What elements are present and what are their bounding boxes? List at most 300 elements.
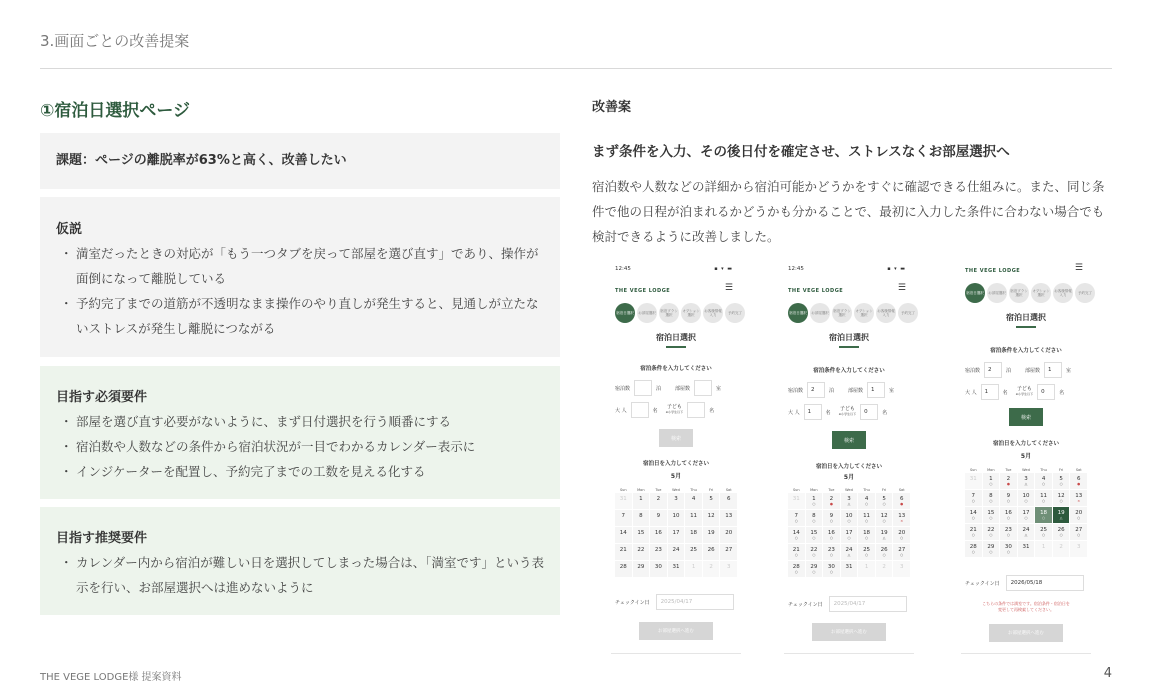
date-label: 宿泊日を入力してください xyxy=(992,441,1059,447)
calendar-day: 2 xyxy=(703,561,720,577)
calendar-day[interactable]: 9 xyxy=(650,510,667,526)
calendar-day[interactable]: 7 xyxy=(615,510,632,526)
calendar-day[interactable]: 13 xyxy=(720,510,737,526)
guests-row xyxy=(965,384,1064,400)
calendar-day[interactable]: 28 xyxy=(615,561,632,577)
proposal-headline: まず条件を入力、その後日付を確定させ、ストレスなくお部屋選択へ xyxy=(592,144,1010,160)
calendar-day[interactable]: 24 △ xyxy=(841,544,858,560)
calendar-day[interactable]: 21 ○ xyxy=(965,524,982,540)
step-dot: オプション選択 xyxy=(681,303,701,323)
step-dot: 宿泊プラン選択 xyxy=(832,303,852,323)
children-input[interactable]: 0 xyxy=(1037,384,1055,400)
nights-label: 宿泊数 xyxy=(965,367,981,374)
weekday-label: Sun xyxy=(792,488,800,492)
nights-unit: 泊 xyxy=(656,385,662,392)
recommended-box xyxy=(40,507,560,615)
calendar-day[interactable]: 17 xyxy=(668,527,685,543)
availability-mark: ○ xyxy=(1059,533,1063,537)
availability-mark: △ xyxy=(1024,533,1028,537)
calendar-day[interactable]: 19 △ xyxy=(1053,507,1070,523)
calendar-day[interactable]: 2 ● xyxy=(1000,473,1017,489)
calendar-day: 3 xyxy=(1070,541,1087,557)
search-button[interactable]: 検索 xyxy=(659,429,693,447)
step-dot: 宿泊日選択 xyxy=(965,283,985,303)
calendar-day[interactable]: 9 ○ xyxy=(823,510,840,526)
adults-unit: 名 xyxy=(1002,389,1008,396)
calendar-day[interactable]: 27 ○ xyxy=(893,544,910,560)
calendar-day[interactable]: 16 ○ xyxy=(823,527,840,543)
calendar-day[interactable]: 3 △ xyxy=(1018,473,1035,489)
calendar-day[interactable]: 27 ○ xyxy=(1070,524,1087,540)
calendar-day[interactable]: 18 xyxy=(685,527,702,543)
calendar-day[interactable]: 1 xyxy=(633,493,650,509)
availability-mark: ○ xyxy=(794,519,798,523)
calendar-month: 5月 xyxy=(1020,453,1032,460)
availability-mark: ○ xyxy=(847,536,851,540)
calendar-day[interactable]: 26 ○ xyxy=(1053,524,1070,540)
calendar-day[interactable]: 17 ○ xyxy=(1018,507,1035,523)
calendar-day[interactable]: 12 ○ xyxy=(1053,490,1070,506)
children-label: 子ども ※小学生以下 xyxy=(665,404,684,414)
adults-label: 大 人 xyxy=(615,407,627,414)
step-indicator xyxy=(965,283,1095,303)
weekday-label: Sun xyxy=(619,488,627,492)
calendar-day[interactable]: 10 ○ xyxy=(841,510,858,526)
rooms-unit: 室 xyxy=(716,385,722,392)
step-dot: 予約完了 xyxy=(898,303,918,323)
hypothesis-item: ・ 予約完了までの道筋が不透明なまま操作のやり直しが発生すると、見通しが立たないストレスが発生し離脱につながる xyxy=(56,291,544,341)
availability-mark: ○ xyxy=(900,553,904,557)
children-input[interactable]: 0 xyxy=(860,404,878,420)
weekday-label: Thu xyxy=(863,488,870,492)
availability-mark: ○ xyxy=(1006,533,1010,537)
phone-page-title: 宿泊日選択 xyxy=(1006,313,1046,322)
rooms-label: 部屋数 xyxy=(675,385,691,392)
calendar-day: 31 xyxy=(788,493,805,509)
rooms-input[interactable]: 1 xyxy=(867,382,885,398)
availability-mark: ● xyxy=(1006,482,1010,486)
availability-mark: ○ xyxy=(1042,482,1046,486)
calendar-day[interactable]: 7 ○ xyxy=(788,510,805,526)
phone-bottom-edge xyxy=(961,653,1091,654)
condition-label: 宿泊条件を入力してください xyxy=(990,348,1062,354)
weekday-label: Tue xyxy=(828,488,835,492)
calendar-month: 5月 xyxy=(670,473,682,480)
required-item: ・ 宿泊数や人数などの条件から宿泊状況が一目でわかるカレンダー表示に xyxy=(56,434,544,459)
calendar-day: 1 xyxy=(685,561,702,577)
availability-mark: × xyxy=(1077,499,1081,503)
availability-mark: ○ xyxy=(812,519,816,523)
weekday-label: Wed xyxy=(845,488,853,492)
availability-mark: ○ xyxy=(1006,550,1010,554)
nights-rooms-row xyxy=(615,380,721,396)
calendar-day[interactable]: 4 ○ xyxy=(1035,473,1052,489)
availability-mark: ○ xyxy=(1006,516,1010,520)
calendar-day[interactable]: 10 ○ xyxy=(1018,490,1035,506)
checkin-label: チェックイン日 xyxy=(788,601,823,608)
calendar-month: 5月 xyxy=(843,474,855,481)
weekday-label: Thu xyxy=(1040,468,1047,472)
phone-mockup-initial xyxy=(611,262,741,654)
calendar-day[interactable]: 13 × xyxy=(1070,490,1087,506)
availability-mark: ○ xyxy=(865,519,869,523)
weekday-label: Mon xyxy=(637,488,645,492)
calendar-day[interactable]: 11 ○ xyxy=(1035,490,1052,506)
calendar-day[interactable]: 14 xyxy=(615,527,632,543)
calendar-day[interactable]: 15 xyxy=(633,527,650,543)
calendar-day[interactable]: 19 △ xyxy=(876,527,893,543)
adults-input[interactable] xyxy=(631,402,649,418)
calendar-day[interactable]: 20 xyxy=(720,527,737,543)
required-box xyxy=(40,366,560,499)
calendar-day[interactable]: 20 ○ xyxy=(893,527,910,543)
calendar-day[interactable]: 10 xyxy=(668,510,685,526)
proposal-body: 宿泊数や人数などの詳細から宿泊可能かどうかをすぐに確認できる仕組みに。また、同じ条件で他の日程が泊まれるかどうかも分かることで、最初に入力した条件に合わない場合でも検討できるように改善しました。 xyxy=(592,179,1105,244)
adults-input[interactable]: 1 xyxy=(804,404,822,420)
calendar-day[interactable]: 23 ○ xyxy=(1000,524,1017,540)
nights-input[interactable] xyxy=(634,380,652,396)
availability-mark: ○ xyxy=(989,550,993,554)
guests-row xyxy=(615,402,714,418)
calendar-day[interactable]: 13 × xyxy=(893,510,910,526)
availability-mark: ○ xyxy=(1059,499,1063,503)
availability-mark: ○ xyxy=(865,553,869,557)
step-dot: お客様情報入力 xyxy=(876,303,896,323)
step-dot: お部屋選択 xyxy=(987,283,1007,303)
rooms-unit: 室 xyxy=(1066,367,1072,374)
calendar-day[interactable]: 8 ○ xyxy=(806,510,823,526)
availability-mark: ○ xyxy=(989,482,993,486)
nights-input[interactable]: 2 xyxy=(984,362,1002,378)
search-button[interactable]: 検索 xyxy=(1009,408,1043,426)
issue-box xyxy=(40,133,560,189)
calendar-day[interactable]: 12 xyxy=(703,510,720,526)
calendar-day[interactable]: 8 xyxy=(633,510,650,526)
availability-mark: ○ xyxy=(794,570,798,574)
availability-mark: ○ xyxy=(882,519,886,523)
title-underline xyxy=(839,346,859,348)
left-column xyxy=(40,96,560,595)
phone-mockup-conditions xyxy=(784,262,914,654)
calendar-day[interactable]: 15 ○ xyxy=(806,527,823,543)
weekday-label: Sat xyxy=(1075,468,1082,472)
step-indicator xyxy=(788,303,918,323)
section-heading: ①宿泊日選択ページ xyxy=(40,101,191,121)
calendar-day[interactable]: 5 xyxy=(703,493,720,509)
nights-rooms-row xyxy=(965,362,1071,378)
calendar-day[interactable]: 4 ○ xyxy=(858,493,875,509)
calendar-day[interactable]: 2 ● xyxy=(823,493,840,509)
adults-unit: 名 xyxy=(825,409,831,416)
proceed-room-button[interactable]: お部屋選択へ進む xyxy=(989,624,1063,642)
rooms-input[interactable] xyxy=(694,380,712,396)
calendar-day[interactable]: 6 xyxy=(720,493,737,509)
calendar-day[interactable]: 12 ○ xyxy=(876,510,893,526)
required-title: 目指す必須要件 xyxy=(56,390,148,405)
weekday-label: Fri xyxy=(1059,468,1064,472)
recommended-item: ・ カレンダー内から宿泊が難しい日を選択してしまった場合は、「満室です」という表示を行い、お部屋選択へは進めないように xyxy=(56,550,544,600)
calendar-day[interactable]: 11 xyxy=(685,510,702,526)
availability-mark: ○ xyxy=(989,516,993,520)
adults-label: 大 人 xyxy=(965,389,977,396)
availability-mark: ○ xyxy=(829,553,833,557)
calendar-day: 31 xyxy=(965,473,982,489)
phone-bottom-edge xyxy=(784,653,914,654)
availability-mark: ○ xyxy=(989,499,993,503)
required-item: ・ 部屋を選び直す必要がないように、まず日付選択を行う順番にする xyxy=(56,409,544,434)
step-dot: 予約完了 xyxy=(725,303,745,323)
calendar-day[interactable]: 28 ○ xyxy=(788,561,805,577)
availability-mark: ○ xyxy=(812,570,816,574)
calendar-grid xyxy=(615,488,737,577)
calendar-day[interactable]: 30 ○ xyxy=(823,561,840,577)
phone-page-title: 宿泊日選択 xyxy=(829,333,869,342)
availability-mark: △ xyxy=(882,536,886,540)
calendar-day[interactable]: 29 ○ xyxy=(983,541,1000,557)
guests-row xyxy=(788,404,887,420)
condition-label: 宿泊条件を入力してください xyxy=(813,368,885,374)
children-unit: 名 xyxy=(1059,389,1065,396)
checkin-label: チェックイン日 xyxy=(615,599,650,606)
availability-mark: ○ xyxy=(829,536,833,540)
calendar-day[interactable]: 6 ● xyxy=(1070,473,1087,489)
availability-mark: △ xyxy=(847,553,851,557)
children-label: 子ども ※小学生以下 xyxy=(838,406,857,416)
availability-mark: ○ xyxy=(1042,533,1046,537)
nights-unit: 泊 xyxy=(1006,367,1012,374)
weekday-label: Mon xyxy=(810,488,818,492)
calendar-day[interactable]: 15 ○ xyxy=(983,507,1000,523)
status-time: 12:45 xyxy=(615,266,631,272)
checkin-row xyxy=(615,594,734,610)
availability-mark: ○ xyxy=(829,570,833,574)
availability-mark: ○ xyxy=(794,553,798,557)
hypothesis-box xyxy=(40,197,560,357)
availability-mark: ○ xyxy=(971,499,975,503)
checkin-input[interactable]: 2025/04/17 xyxy=(656,594,734,610)
calendar-day[interactable]: 19 xyxy=(703,527,720,543)
hamburger-menu-icon[interactable]: ☰ xyxy=(1074,263,1083,273)
recommended-title: 目指す推奨要件 xyxy=(56,531,148,546)
calendar-day[interactable]: 25 xyxy=(685,544,702,560)
calendar-day[interactable]: 26 xyxy=(703,544,720,560)
calendar-day[interactable]: 29 xyxy=(633,561,650,577)
calendar-day[interactable]: 22 xyxy=(633,544,650,560)
weekday-label: Sat xyxy=(898,488,905,492)
checkin-row xyxy=(788,596,907,612)
calendar-day[interactable]: 24 △ xyxy=(1018,524,1035,540)
calendar-day: 2 xyxy=(1053,541,1070,557)
calendar-day[interactable]: 31 xyxy=(668,561,685,577)
step-dot: お部屋選択 xyxy=(637,303,657,323)
availability-mark: ○ xyxy=(989,533,993,537)
title-underline xyxy=(1016,326,1036,328)
calendar-day[interactable]: 14 ○ xyxy=(965,507,982,523)
availability-mark: ○ xyxy=(812,553,816,557)
date-label: 宿泊日を入力してください xyxy=(815,464,882,470)
availability-mark: ● xyxy=(1077,482,1081,486)
proceed-room-button[interactable]: お部屋選択へ進む xyxy=(639,622,713,640)
step-dot: 宿泊日選択 xyxy=(788,303,808,323)
weekday-label: Wed xyxy=(672,488,680,492)
calendar-day[interactable]: 24 xyxy=(668,544,685,560)
calendar-day[interactable]: 17 ○ xyxy=(841,527,858,543)
title-underline xyxy=(666,346,686,348)
step-dot: お部屋選択 xyxy=(810,303,830,323)
step-dot: オプション選択 xyxy=(854,303,874,323)
calendar-day[interactable]: 4 xyxy=(685,493,702,509)
calendar-day[interactable]: 5 ○ xyxy=(876,493,893,509)
availability-mark: ○ xyxy=(1042,516,1046,520)
adults-unit: 名 xyxy=(652,407,658,414)
hypothesis-title: 仮説 xyxy=(56,222,83,237)
status-icons: ▪︎ ▾ ▬ xyxy=(887,266,906,272)
weekday-label: Sun xyxy=(969,468,977,472)
availability-mark: ○ xyxy=(1042,499,1046,503)
footer-client: THE VEGE LODGE様 提案資料 xyxy=(40,672,182,683)
calendar-day[interactable]: 21 ○ xyxy=(788,544,805,560)
calendar-day[interactable]: 31 xyxy=(841,561,858,577)
children-unit: 名 xyxy=(882,409,888,416)
phone-bottom-edge xyxy=(611,653,741,654)
step-dot: 宿泊日選択 xyxy=(615,303,635,323)
rooms-input[interactable]: 1 xyxy=(1044,362,1062,378)
calendar-day: 3 xyxy=(720,561,737,577)
availability-mark: ○ xyxy=(1024,499,1028,503)
calendar-day[interactable]: 22 ○ xyxy=(983,524,1000,540)
calendar-day[interactable]: 21 xyxy=(615,544,632,560)
calendar-day[interactable]: 30 ○ xyxy=(1000,541,1017,557)
weekday-label: Wed xyxy=(1022,468,1030,472)
rooms-label: 部屋数 xyxy=(848,387,864,394)
calendar-day[interactable]: 3 △ xyxy=(841,493,858,509)
availability-mark: △ xyxy=(1059,516,1063,520)
nights-unit: 泊 xyxy=(829,387,835,394)
availability-mark: ○ xyxy=(882,502,886,506)
availability-mark: ○ xyxy=(971,516,975,520)
calendar-day[interactable]: 23 ○ xyxy=(823,544,840,560)
calendar-day[interactable]: 16 xyxy=(650,527,667,543)
phone-page-title: 宿泊日選択 xyxy=(656,333,696,342)
nights-input[interactable]: 2 xyxy=(807,382,825,398)
calendar-day[interactable]: 31 xyxy=(1018,541,1035,557)
calendar-day[interactable]: 20 ○ xyxy=(1070,507,1087,523)
children-input[interactable] xyxy=(687,402,705,418)
calendar-day[interactable]: 27 xyxy=(720,544,737,560)
calendar-day[interactable]: 23 xyxy=(650,544,667,560)
calendar-day: 1 xyxy=(1035,541,1052,557)
step-dot: 予約完了 xyxy=(1075,283,1095,303)
nights-rooms-row xyxy=(788,382,894,398)
calendar-day[interactable]: 25 ○ xyxy=(1035,524,1052,540)
calendar-day: 1 xyxy=(858,561,875,577)
calendar-day[interactable]: 9 ○ xyxy=(1000,490,1017,506)
calendar-day[interactable]: 16 ○ xyxy=(1000,507,1017,523)
weekday-label: Fri xyxy=(882,488,887,492)
availability-mark: ○ xyxy=(1077,516,1081,520)
adults-input[interactable]: 1 xyxy=(981,384,999,400)
proceed-room-button[interactable]: お部屋選択へ進む xyxy=(812,623,886,641)
required-item: ・ インジケーターを配置し、予約完了までの工数を見える化する xyxy=(56,459,544,484)
availability-mark: ○ xyxy=(1059,482,1063,486)
proposal-label: 改善案 xyxy=(592,100,632,115)
calendar-day[interactable]: 5 ○ xyxy=(1053,473,1070,489)
weekday-label: Sat xyxy=(725,488,732,492)
weekday-label: Thu xyxy=(690,488,697,492)
weekday-label: Fri xyxy=(709,488,714,492)
step-dot: 宿泊プラン選択 xyxy=(659,303,679,323)
nights-label: 宿泊数 xyxy=(615,385,631,392)
lodge-logo: THE VEGE LODGE xyxy=(788,288,844,294)
issue-text: 課題：ページの離脱率が63%と高く、改善したい xyxy=(56,153,347,168)
calendar-day[interactable]: 18 ○ xyxy=(1035,507,1052,523)
availability-mark: ● xyxy=(829,502,833,506)
availability-mark: ○ xyxy=(1077,533,1081,537)
adults-label: 大 人 xyxy=(788,409,800,416)
availability-mark: × xyxy=(900,519,904,523)
header-divider xyxy=(40,68,1112,69)
checkin-input[interactable]: 2026/05/18 xyxy=(1006,575,1084,591)
availability-mark: ○ xyxy=(882,553,886,557)
condition-label: 宿泊条件を入力してください xyxy=(640,366,712,372)
availability-mark: ○ xyxy=(847,519,851,523)
calendar-day[interactable]: 30 xyxy=(650,561,667,577)
availability-mark: △ xyxy=(1024,482,1028,486)
calendar-day[interactable]: 1 ○ xyxy=(983,473,1000,489)
calendar-day[interactable]: 28 ○ xyxy=(965,541,982,557)
calendar-day[interactable]: 8 ○ xyxy=(983,490,1000,506)
availability-mark: ○ xyxy=(829,519,833,523)
calendar-grid xyxy=(965,468,1087,557)
calendar-day[interactable]: 11 ○ xyxy=(858,510,875,526)
children-unit: 名 xyxy=(709,407,715,414)
calendar-day[interactable]: 6 ● xyxy=(893,493,910,509)
calendar-day[interactable]: 14 ○ xyxy=(788,527,805,543)
availability-mark: ○ xyxy=(1006,499,1010,503)
availability-mark: ○ xyxy=(865,536,869,540)
search-button[interactable]: 検索 xyxy=(832,431,866,449)
calendar-day[interactable]: 1 ○ xyxy=(806,493,823,509)
step-dot: お客様情報入力 xyxy=(703,303,723,323)
calendar-day[interactable]: 26 ○ xyxy=(876,544,893,560)
calendar-day[interactable]: 22 ○ xyxy=(806,544,823,560)
step-dot: オプション選択 xyxy=(1031,283,1051,303)
availability-mark: ○ xyxy=(812,502,816,506)
fully-booked-message: こちらの条件では満室です。宿泊条件・宿泊日を変更して再検索してください。 xyxy=(982,601,1070,612)
hamburger-menu-icon[interactable]: ☰ xyxy=(724,283,733,293)
calendar-day: 31 xyxy=(615,493,632,509)
nights-label: 宿泊数 xyxy=(788,387,804,394)
hypothesis-item: ・ 満室だったときの対応が「もう一つタブを戻って部屋を選び直す」であり、操作が面倒になって離脱している xyxy=(56,241,544,291)
availability-mark: ○ xyxy=(812,536,816,540)
calendar-day[interactable]: 18 ○ xyxy=(858,527,875,543)
calendar-day[interactable]: 3 xyxy=(668,493,685,509)
availability-mark: ○ xyxy=(794,536,798,540)
calendar-day[interactable]: 29 ○ xyxy=(806,561,823,577)
page-header-title: 3.画面ごとの改善提案 xyxy=(40,32,190,50)
calendar-day[interactable]: 2 xyxy=(650,493,667,509)
children-label: 子ども ※小学生以下 xyxy=(1015,386,1034,396)
step-indicator xyxy=(615,303,745,323)
weekday-label: Tue xyxy=(655,488,662,492)
page-number: 4 xyxy=(1103,666,1112,681)
phone-mockup-full xyxy=(961,262,1091,654)
calendar-day[interactable]: 25 ○ xyxy=(858,544,875,560)
calendar-day[interactable]: 7 ○ xyxy=(965,490,982,506)
calendar-day: 2 xyxy=(876,561,893,577)
checkin-input[interactable]: 2025/04/17 xyxy=(829,596,907,612)
hamburger-menu-icon[interactable]: ☰ xyxy=(897,283,906,293)
